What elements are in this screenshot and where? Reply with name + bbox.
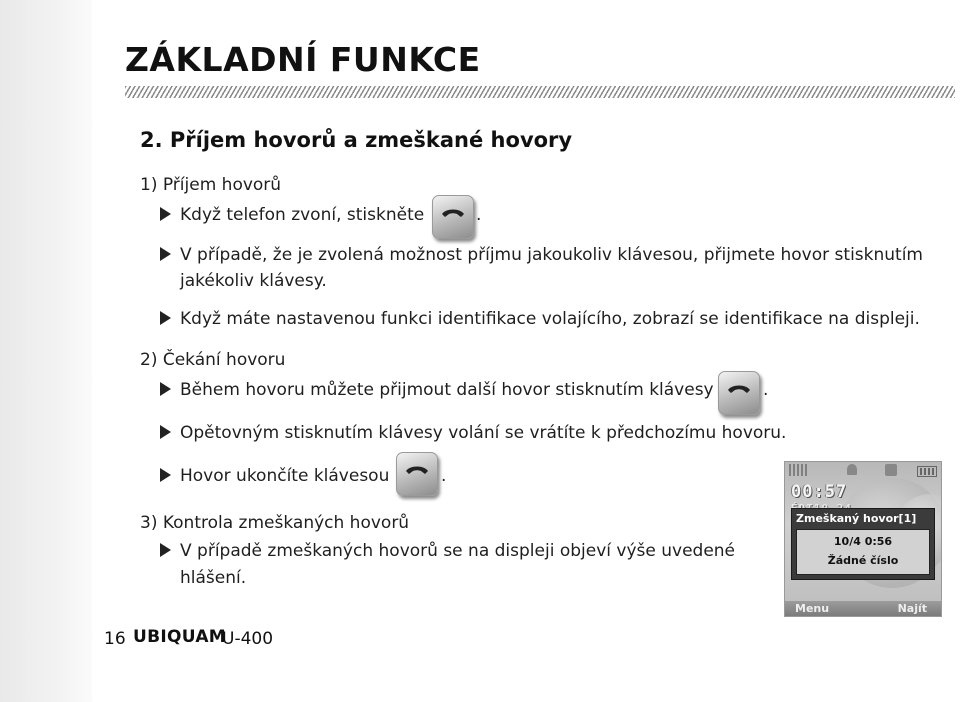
bullet-arrow-icon bbox=[160, 247, 171, 261]
bullet-text: Opětovným stisknutím klávesy volání se vrátíte k předchozímu hovoru. bbox=[180, 423, 787, 443]
bullet-return-call bbox=[160, 423, 786, 443]
bullet-text-continuation: hlášení. bbox=[180, 568, 247, 588]
clock-display: 00:57 bbox=[791, 482, 848, 502]
handset-icon bbox=[404, 462, 430, 484]
subheading-receive-calls: 1) Příjem hovorů bbox=[140, 175, 282, 195]
call-key-icon bbox=[432, 195, 474, 239]
subheading-call-waiting: 2) Čekání hovoru bbox=[140, 350, 286, 370]
bullet-arrow-icon bbox=[160, 207, 171, 221]
softkey-find: Najít bbox=[897, 602, 927, 615]
bullet-arrow-icon bbox=[160, 382, 171, 396]
battery-icon bbox=[917, 466, 937, 477]
bullet-text: Když telefon zvoní, stiskněte bbox=[180, 205, 425, 225]
softkey-menu: Menu bbox=[795, 602, 830, 615]
missed-call-popup bbox=[791, 508, 935, 580]
bullet-any-key bbox=[160, 245, 923, 265]
bullet-text-tail: . bbox=[476, 205, 482, 225]
page-number: 16 bbox=[104, 629, 126, 649]
bullet-text-tail: . bbox=[441, 466, 447, 486]
bullet-text-continuation: jakékoliv klávesy. bbox=[180, 271, 327, 291]
popup-title: Zmeškaný hovor[1] bbox=[796, 512, 917, 525]
bullet-text: Hovor ukončíte klávesou bbox=[180, 466, 390, 486]
page-title: ZÁKLADNÍ FUNKCE bbox=[125, 40, 481, 79]
bullet-accept-waiting bbox=[160, 380, 714, 400]
phone-screen-illustration bbox=[784, 461, 942, 617]
bullet-text: Během hovoru můžete přijmout další hovor stisknutím klávesy bbox=[180, 380, 714, 400]
softkey-bar bbox=[785, 601, 941, 616]
model-name: U-400 bbox=[222, 629, 274, 649]
bullet-missed-message bbox=[160, 541, 735, 561]
handset-icon bbox=[726, 381, 752, 403]
side-band bbox=[0, 0, 92, 702]
signal-icon bbox=[789, 464, 809, 476]
brand-logo: UBIQUAM bbox=[133, 627, 226, 647]
header-divider bbox=[125, 86, 955, 98]
person-icon bbox=[885, 464, 897, 476]
section-title: 2. Příjem hovorů a zmeškané hovory bbox=[140, 128, 573, 152]
status-bar bbox=[789, 464, 937, 478]
bullet-arrow-icon bbox=[160, 543, 171, 557]
bullet-text: V případě zmeškaných hovorů se na displeji objeví výše uvedené bbox=[180, 541, 736, 561]
popup-number: Žádné číslo bbox=[827, 554, 899, 567]
popup-datetime: 10/4 0:56 bbox=[833, 535, 893, 548]
end-key-icon bbox=[396, 452, 438, 496]
bullet-text: Když máte nastavenou funkci identifikace volajícího, zobrazí se identifikace na displeji. bbox=[180, 309, 920, 329]
handset-icon bbox=[440, 205, 466, 227]
bullet-arrow-icon bbox=[160, 468, 171, 482]
bullet-caller-id bbox=[160, 309, 920, 329]
bullet-press-key bbox=[160, 205, 424, 225]
bullet-end-call bbox=[160, 466, 389, 486]
bullet-arrow-icon bbox=[160, 311, 171, 325]
bell-icon bbox=[847, 464, 857, 475]
bullet-text: V případě, že je zvolená možnost příjmu jakoukoliv klávesou, přijmete hovor stisknutím bbox=[180, 245, 923, 265]
bullet-arrow-icon bbox=[160, 425, 171, 439]
popup-body bbox=[796, 529, 930, 575]
subheading-missed-calls: 3) Kontrola zmeškaných hovorů bbox=[140, 513, 410, 533]
bullet-text-tail: . bbox=[763, 380, 769, 400]
call-key-icon bbox=[718, 371, 760, 415]
